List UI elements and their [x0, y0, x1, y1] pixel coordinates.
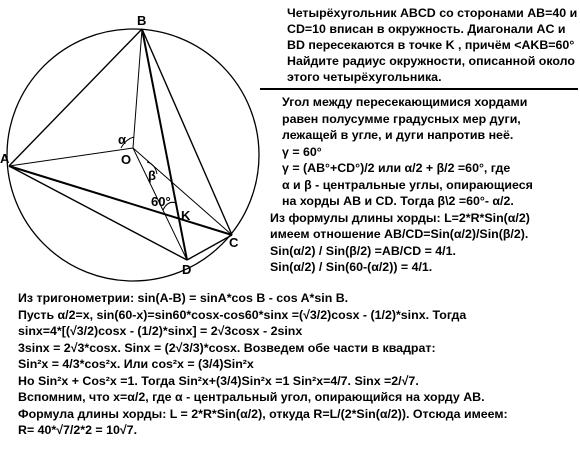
label-o: O: [121, 152, 132, 167]
solution-line: Sin(α/2) / Sin(60-(α/2)) = 4/1.: [270, 260, 433, 274]
label-beta: β: [148, 168, 156, 183]
solution-line: γ = (AB°+CD°)/2 или α/2 + β/2 =60°, где: [282, 161, 511, 175]
label-k: K: [181, 208, 191, 223]
derivation-line: Из тригонометрии: sin(A-B) = sinA*cos B - cos A*sin B.: [18, 291, 349, 305]
solution-line: лежащей в угле, и дуги напротив неё.: [282, 128, 514, 142]
derivation-line: R= 40*√7/2*2 = 10√7.: [18, 423, 138, 437]
side-cd: [187, 235, 232, 260]
solution-line: Из формулы длины хорды: L=2*R*Sin(α/2): [270, 210, 530, 225]
derivation-line: 3sinx = 2√3*cosx. Sinx = (2√3/3)*cosx. Возведем обе части в квадрат:: [18, 340, 436, 355]
label-d: D: [182, 262, 192, 277]
solution-line: равен полусумме градусных мер дуги,: [282, 111, 521, 126]
problem-line: BD пересекаются в точке K , причём <AKB=60°: [287, 38, 575, 52]
problem-line: Четырёхугольник ABCD со сторонами AB=40 и: [287, 6, 578, 20]
label-angle-60: 60°: [151, 194, 171, 209]
solution-line: имеем отношение AB/CD=Sin(α/2)/Sin(β/2).: [270, 227, 529, 241]
problem-statement: [287, 5, 577, 85]
label-a: A: [0, 151, 10, 166]
derivation-line: Пусть α/2=x, sin(60-x)=sin60*cosx-cos60*sinx =(√3/2)cosx - (1/2)*sinx. Тогда: [18, 307, 467, 322]
label-alpha: α: [118, 132, 126, 147]
derivation-line: Но Sin²x + Cos²x =1. Тогда Sin²x+(3/4)Sin²x =1 Sin²x=4/7. Sinx =2/√7.: [18, 373, 419, 388]
label-b: B: [137, 13, 147, 28]
radius-ob: [133, 29, 142, 148]
circumcircle: [7, 29, 259, 281]
solution-line: Угол между пересекающимися хордами: [282, 95, 528, 109]
solution-block: [270, 94, 533, 276]
derivation-line: sinx=4*[(√3/2)cosx - (1/2)*sinx] = 2√3cosx - 2sinx: [18, 324, 303, 338]
radius-oa: [9, 148, 133, 166]
solution-line: α и β - центральные углы, опирающиеся: [282, 177, 533, 192]
solution-line: γ = 60°: [282, 144, 322, 159]
derivation-line: Формула длины хорды: L = 2*R*Sin(α/2), откуда R=L/(2*Sin(α/2)). Отсюда имеем:: [18, 406, 508, 421]
problem-line: CD=10 вписан в окружность. Диагонали AC и: [287, 22, 566, 36]
problem-line: этого четырёхугольника.: [287, 70, 442, 84]
solution-line: на хорды AB и CD. Тогда β\2 =60°- α/2.: [282, 194, 514, 208]
derivation-block: [18, 290, 508, 439]
solution-line: Sin(α/2) / Sin(β/2) =AB/CD = 4/1.: [270, 243, 456, 258]
label-c: C: [229, 235, 239, 250]
diagonal-bd: [142, 29, 187, 260]
derivation-line: Вспомним, что x=α/2, где α - центральный угол, опирающийся на хорду AB.: [18, 390, 485, 404]
problem-line: Найдите радиус окружности, описанной около: [287, 54, 575, 68]
problem-underline: [260, 88, 578, 90]
derivation-line: Sin²x = 4/3*cos²x. Или cos²x = (3/4)Sin²x: [18, 357, 254, 371]
